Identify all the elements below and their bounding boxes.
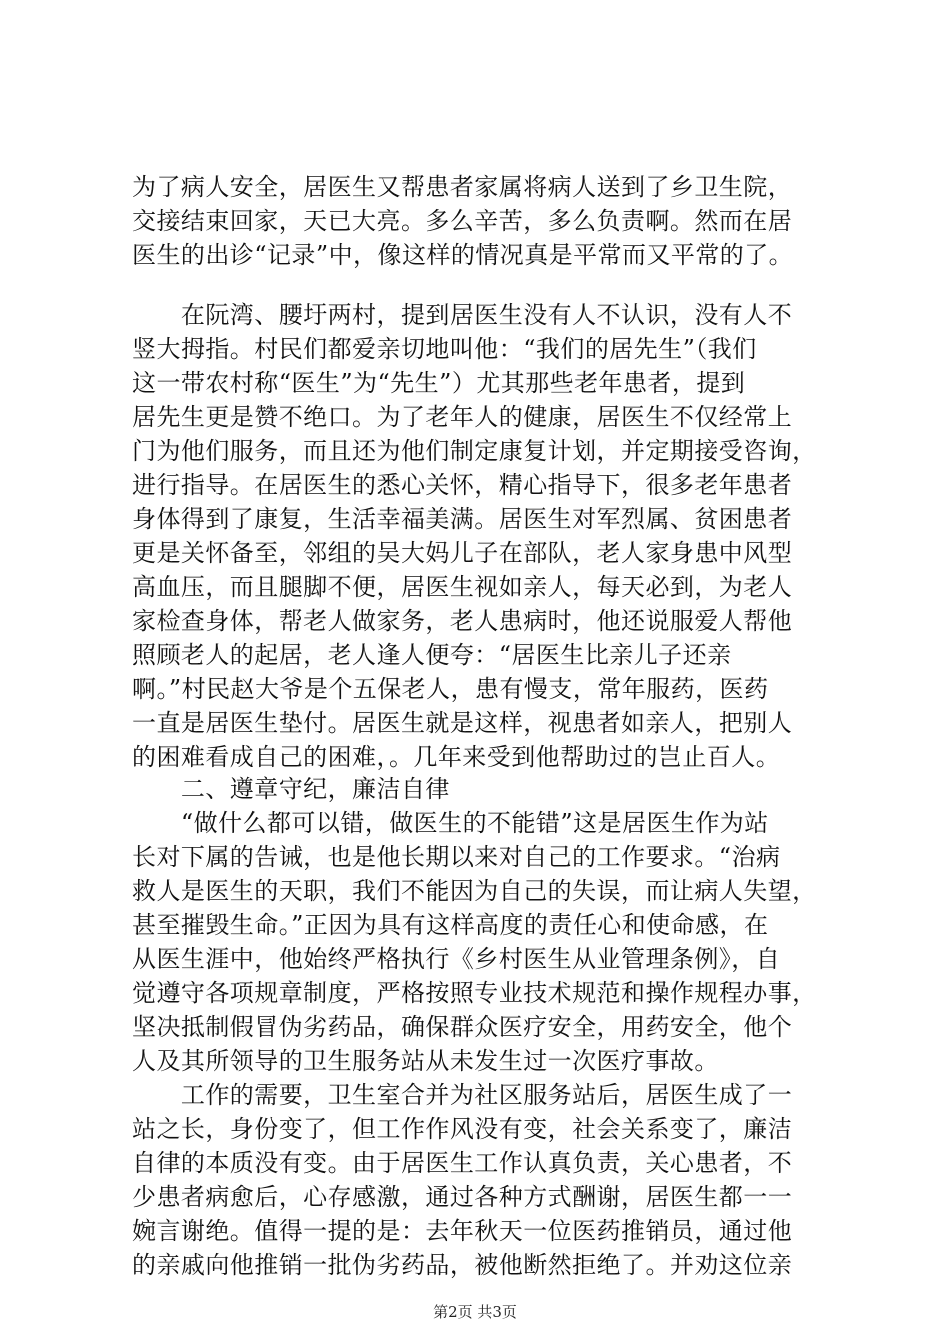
- text-line: 人及其所领导的卫生服务站从未发生过一次医疗事故。: [132, 1047, 719, 1075]
- text-line: 居先生更是赞不绝口。为了老年人的健康，居医生不仅经常上: [132, 403, 793, 431]
- text-line: 坚决抵制假冒伪劣药品，确保群众医疗安全，用药安全，他个: [132, 1013, 793, 1041]
- text-line: 门为他们服务，而且还为他们制定康复计划，并定期接受咨询，: [132, 437, 817, 465]
- text-line: 婉言谢绝。值得一提的是：去年秋天一位医药推销员，通过他: [132, 1217, 793, 1245]
- text-line: 的亲戚向他推销一批伪劣药品，被他断然拒绝了。并劝这位亲: [132, 1251, 793, 1279]
- text-line: 一直是居医生垫付。居医生就是这样，视患者如亲人，把别人: [132, 709, 793, 737]
- text-line: 长对下属的告诫，也是他长期以来对自己的工作要求。“治病: [132, 843, 781, 871]
- section-heading: 二、遵章守纪，廉洁自律: [132, 775, 450, 803]
- text-line: 工作的需要，卫生室合并为社区服务站后，居医生成了一: [132, 1081, 793, 1109]
- text-line: 救人是医生的天职，我们不能因为自己的失误，而让病人失望，: [132, 877, 817, 905]
- text-line: 自律的本质没有变。由于居医生工作认真负责，关心患者，不: [132, 1149, 793, 1177]
- text-line: 少患者病愈后，心存感激，通过各种方式酬谢，居医生都一一: [132, 1183, 793, 1211]
- text-line: 家检查身体，帮老人做家务，老人患病时，他还说服爱人帮他: [132, 607, 793, 635]
- text-line: 啊。”村民赵大爷是个五保老人，患有慢支，常年服药，医药: [132, 675, 769, 703]
- page-number: 第2页 共3页: [433, 1303, 517, 1321]
- text-line: 照顾老人的起居，老人逢人便夸：“居医生比亲儿子还亲: [132, 641, 732, 669]
- text-line: 交接结束回家，天已大亮。多么辛苦，多么负责啊。然而在居: [132, 207, 793, 235]
- text-line: 高血压，而且腿脚不便，居医生视如亲人，每天必到，为老人: [132, 573, 793, 601]
- text-line: 的困难看成自己的困难，。几年来受到他帮助过的岂止百人。: [132, 743, 781, 771]
- text-line: 觉遵守各项规章制度，严格按照专业技术规范和操作规程办事，: [132, 979, 817, 1007]
- text-line: 站之长，身份变了，但工作作风没有变，社会关系变了，廉洁: [132, 1115, 793, 1143]
- text-line: 进行指导。在居医生的悉心关怀，精心指导下，很多老年患者: [132, 471, 793, 499]
- text-line: 医生的出诊“记录”中，像这样的情况真是平常而又平常的了。: [132, 241, 794, 269]
- text-line: 甚至摧毁生命。”正因为具有这样高度的责任心和使命感，在: [132, 911, 769, 939]
- text-line: “做什么都可以错，做医生的不能错”这是居医生作为站: [132, 809, 769, 837]
- text-line: 竖大拇指。村民们都爱亲切地叫他：“我们的居先生”（我们: [132, 335, 757, 363]
- text-line: 在阮湾、腰圩两村，提到居医生没有人不认识，没有人不: [132, 301, 793, 329]
- text-line: 更是关怀备至，邻组的吴大妈儿子在部队，老人家身患中风型: [132, 539, 793, 567]
- text-line: 这一带农村称“医生”为“先生”）尤其那些老年患者，提到: [132, 369, 746, 397]
- text-line: 为了病人安全，居医生又帮患者家属将病人送到了乡卫生院，: [132, 173, 793, 201]
- text-line: 身体得到了康复，生活幸福美满。居医生对军烈属、贫困患者: [132, 505, 793, 533]
- text-line: 从医生涯中，他始终严格执行《乡村医生从业管理条例》，自: [132, 945, 781, 973]
